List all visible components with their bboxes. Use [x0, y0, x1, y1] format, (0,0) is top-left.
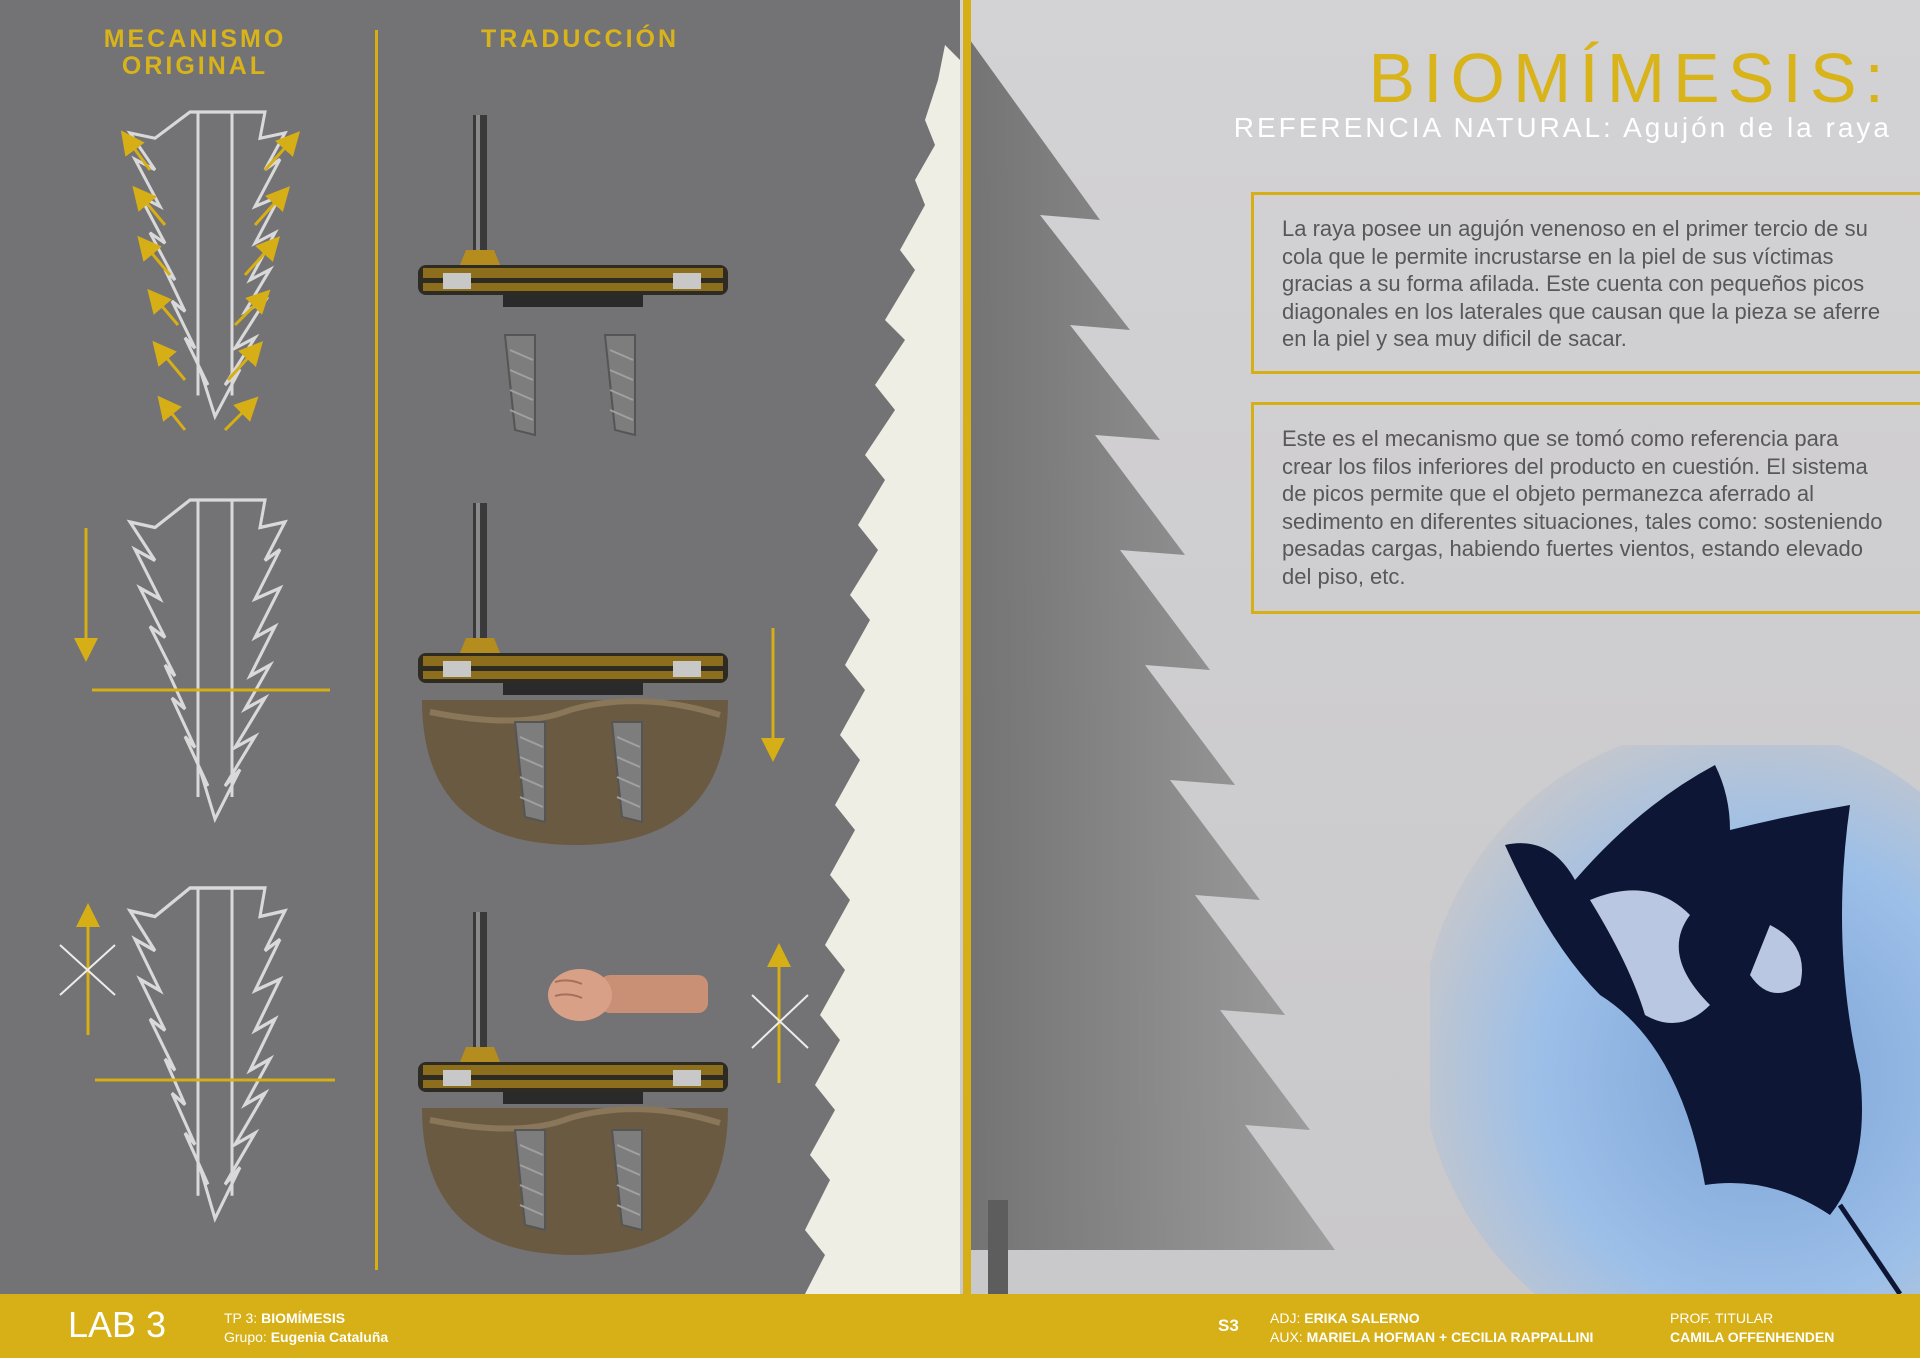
paragraph-2: Este es el mecanismo que se tomó como referencia para crear los filos inferiores del producto en cuestión. El sistema de picos permite que el objeto permanezca aferrado al sedimento en diferentes situaciones, tales como: sosteniendo pesadas cargas, habiendo fuertes vientos, estando elevado del piso, etc.	[1282, 426, 1883, 589]
text-box-1	[1251, 192, 1920, 374]
page-title: BIOMÍMESIS:	[1368, 39, 1892, 117]
center-accent-line	[963, 0, 971, 1294]
mechanism-diagrams	[0, 0, 960, 1294]
tp-label: TP 3:	[224, 1310, 258, 1326]
left-panel	[0, 0, 960, 1294]
page-subtitle: REFERENCIA NATURAL: Agujón de la raya	[1233, 112, 1892, 143]
stingray-barb-edge	[805, 45, 960, 1294]
lab-label: LAB 3	[68, 1304, 167, 1345]
tp-line	[224, 1310, 345, 1326]
aux-value: MARIELA HOFMAN + CECILIA RAPPALLINI	[1306, 1329, 1594, 1345]
tp-value: BIOMÍMESIS	[261, 1310, 346, 1326]
footer-bar	[0, 1294, 1920, 1358]
col-title-traduccion: TRADUCCIÓN	[480, 25, 680, 53]
manta-ray-image	[1430, 745, 1920, 1294]
hand-fist-icon	[548, 969, 708, 1021]
adj-line	[1270, 1310, 1420, 1326]
adj-label: ADJ:	[1270, 1310, 1301, 1326]
paragraph-1: La raya posee un agujón venenoso en el primer tercio de su cola que le permite incrustarse en la piel de sus víctimas gracias a su forma afilada. Este cuenta con pequeños picos diagonales en los laterales que causan que la pieza se aferre en la piel y sea muy dificil de sacar.	[1282, 216, 1881, 351]
adj-value: ERIKA SALERNO	[1304, 1310, 1420, 1326]
grupo-line	[224, 1329, 388, 1345]
grupo-label: Grupo:	[224, 1329, 267, 1345]
s3-label: S3	[1218, 1316, 1239, 1335]
text-box-2	[1251, 402, 1920, 614]
aux-label: AUX:	[1270, 1329, 1303, 1345]
grupo-value: Eugenia Cataluña	[270, 1329, 389, 1345]
col-title-original: MECANISMO ORIGINAL	[103, 25, 287, 80]
aux-line	[1270, 1329, 1593, 1345]
prof-value: CAMILA OFFENHENDEN	[1670, 1329, 1835, 1345]
prof-label: PROF. TITULAR	[1670, 1310, 1774, 1326]
